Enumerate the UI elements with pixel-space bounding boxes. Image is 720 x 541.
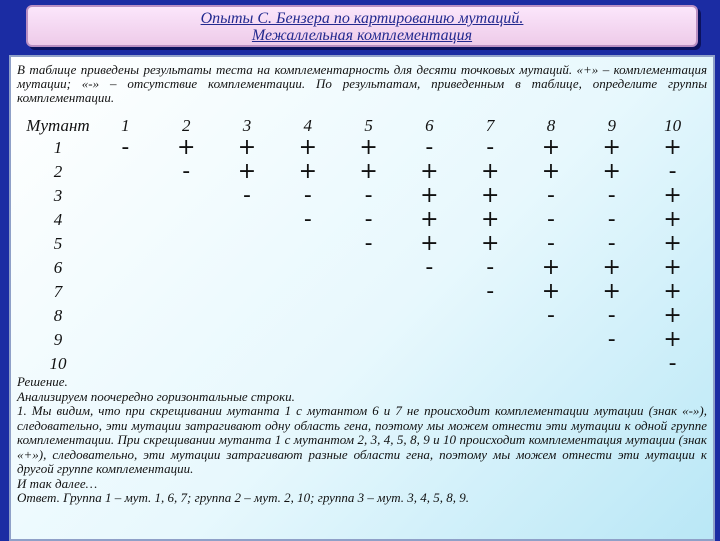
table-cell bbox=[95, 160, 156, 184]
table-row bbox=[21, 184, 703, 208]
table-cell: + bbox=[480, 207, 500, 232]
table-cell bbox=[156, 208, 217, 232]
table-cell bbox=[399, 352, 460, 376]
table-cell: + bbox=[420, 183, 439, 208]
column-header: 8 bbox=[546, 116, 556, 135]
table-cell bbox=[156, 184, 217, 208]
table-row bbox=[21, 136, 703, 160]
row-label: 5 bbox=[53, 234, 63, 253]
complementation-table bbox=[21, 116, 703, 376]
table-cell: + bbox=[663, 231, 682, 256]
table-cell bbox=[95, 232, 156, 256]
title-banner bbox=[26, 5, 698, 47]
column-header: 2 bbox=[181, 116, 191, 135]
table-cell bbox=[277, 328, 338, 352]
table-cell bbox=[277, 256, 338, 280]
table-cell: - bbox=[547, 303, 555, 328]
table-cell bbox=[217, 208, 278, 232]
table-body bbox=[21, 136, 703, 376]
table-cell: - bbox=[121, 135, 130, 160]
column-header: 5 bbox=[364, 116, 373, 135]
table-cell: - bbox=[547, 231, 555, 256]
table-cell: - bbox=[607, 231, 616, 256]
table-cell: + bbox=[298, 159, 317, 184]
table-cell: - bbox=[243, 183, 251, 208]
table-cell bbox=[95, 208, 156, 232]
table-cell: + bbox=[420, 159, 439, 184]
table-cell bbox=[156, 280, 217, 304]
table-cell: - bbox=[486, 255, 495, 280]
column-header: 4 bbox=[303, 116, 313, 135]
table-header-row bbox=[21, 116, 703, 136]
table-cell bbox=[338, 328, 399, 352]
table-cell: + bbox=[602, 159, 621, 184]
table-cell: + bbox=[176, 135, 196, 160]
table-cell: - bbox=[182, 159, 191, 184]
table-cell bbox=[277, 280, 338, 304]
table-cell: - bbox=[668, 351, 677, 376]
table-cell: + bbox=[541, 135, 561, 160]
table-cell bbox=[156, 232, 217, 256]
table-cell: - bbox=[607, 303, 616, 328]
table-cell: + bbox=[480, 231, 500, 256]
table-cell: + bbox=[663, 255, 682, 280]
table-cell: + bbox=[541, 279, 561, 304]
table-cell: + bbox=[663, 183, 682, 208]
row-label: 4 bbox=[53, 210, 63, 229]
table-cell: - bbox=[486, 279, 495, 304]
table-cell: + bbox=[663, 135, 682, 160]
column-header: 1 bbox=[121, 116, 130, 135]
table-cell bbox=[277, 352, 338, 376]
table-cell bbox=[399, 328, 460, 352]
table-cell bbox=[338, 352, 399, 376]
title-line-1: Опыты С. Бензера по картированию мутаций. bbox=[200, 10, 524, 27]
table-cell bbox=[95, 328, 156, 352]
table-cell bbox=[156, 304, 217, 328]
table-cell: + bbox=[420, 207, 439, 232]
table-cell: - bbox=[364, 231, 373, 256]
table-cell: - bbox=[607, 327, 616, 352]
table-cell bbox=[399, 304, 460, 328]
solution-block bbox=[17, 375, 707, 506]
table-row bbox=[21, 208, 703, 232]
row-label: 3 bbox=[53, 186, 63, 205]
table-cell bbox=[217, 280, 278, 304]
table-cell bbox=[521, 352, 582, 376]
table-cell: + bbox=[480, 183, 500, 208]
table-cell: + bbox=[602, 135, 621, 160]
table-row bbox=[21, 256, 703, 280]
table-cell: - bbox=[303, 207, 312, 232]
table-cell bbox=[277, 304, 338, 328]
table-cell bbox=[277, 232, 338, 256]
table-cell: + bbox=[420, 231, 439, 256]
solution-next: И так далее… bbox=[17, 475, 98, 491]
solution-paragraph: 1. Мы видим, что при скрещивании мутанта 1 с мутантом 6 и 7 не происходит комплементации мутации (знак «-»), следовательно, эти мутации затрагивают одну область гена, поэтому мы можем отнести эти мутации к одной группе комплементации. При скрещивании мутанта 1 с мутантом 2, 3, 4, 5, 8, 9 и 10 происходит комплементация мутации (знак «+»), следовательно, эти мутации затрагивают разные области гена, поэтому мы можем отнести эти мутации к другой группе комплементации. bbox=[17, 403, 707, 476]
table-cell bbox=[399, 280, 460, 304]
table-cell: + bbox=[237, 159, 257, 184]
row-label: 10 bbox=[49, 354, 67, 373]
table-cell: - bbox=[364, 183, 373, 208]
table-row bbox=[21, 352, 703, 376]
table-cell: + bbox=[602, 279, 621, 304]
column-header: 6 bbox=[425, 116, 434, 135]
table-cell: + bbox=[602, 255, 621, 280]
table-cell bbox=[95, 256, 156, 280]
table-cell bbox=[95, 352, 156, 376]
row-label: 2 bbox=[53, 162, 63, 181]
intro-text: В таблице приведены результаты теста на комплементарность для десяти точковых мутаций. «+» – комплементация мутации; «-» – отсутствие комплементации. По результатам, приведенным в таблице, определите группы комплементации. bbox=[17, 62, 707, 105]
table-cell bbox=[460, 304, 521, 328]
table-cell: - bbox=[607, 207, 616, 232]
table-cell: + bbox=[663, 303, 682, 328]
table-cell bbox=[156, 256, 217, 280]
row-label: 8 bbox=[53, 306, 63, 325]
table-cell bbox=[95, 184, 156, 208]
corner-label: Мутант bbox=[26, 116, 90, 135]
column-header: 7 bbox=[485, 116, 495, 135]
table-cell bbox=[217, 328, 278, 352]
row-label: 7 bbox=[53, 282, 63, 301]
table-cell: + bbox=[359, 135, 378, 160]
table-cell bbox=[338, 280, 399, 304]
table-cell: + bbox=[480, 159, 500, 184]
table-cell bbox=[156, 352, 217, 376]
solution-answer: Ответ. Группа 1 – мут. 1, 6, 7; группа 2 – мут. 2, 10; группа 3 – мут. 3, 4, 5, 8, 9. bbox=[17, 490, 470, 505]
table-cell: - bbox=[425, 255, 434, 280]
table-cell: + bbox=[663, 279, 682, 304]
table-cell: + bbox=[298, 135, 317, 160]
row-label: 9 bbox=[53, 330, 63, 349]
table-row bbox=[21, 304, 703, 328]
table-row bbox=[21, 232, 703, 256]
title-line-2: Межаллельная комплементация bbox=[251, 27, 473, 44]
table-cell bbox=[460, 352, 521, 376]
table-cell: + bbox=[663, 207, 682, 232]
solution-heading: Решение. bbox=[17, 374, 68, 389]
content-panel bbox=[9, 55, 715, 541]
table-cell: - bbox=[607, 183, 616, 208]
table-cell: + bbox=[541, 255, 561, 280]
table-cell: - bbox=[547, 207, 555, 232]
table-cell: - bbox=[668, 159, 677, 184]
table-cell: - bbox=[547, 183, 555, 208]
table-cell bbox=[338, 256, 399, 280]
table-cell bbox=[95, 304, 156, 328]
solution-line-1: Анализируем поочередно горизонтальные строки. bbox=[17, 388, 295, 404]
row-label: 1 bbox=[53, 138, 63, 157]
table-cell bbox=[521, 328, 582, 352]
column-header: 10 bbox=[664, 116, 682, 135]
table-cell: - bbox=[425, 135, 434, 160]
table-cell: + bbox=[663, 327, 682, 352]
table-cell bbox=[338, 304, 399, 328]
column-header: 3 bbox=[242, 116, 252, 135]
table-cell bbox=[156, 328, 217, 352]
table-cell bbox=[217, 304, 278, 328]
table-row bbox=[21, 160, 703, 184]
table-cell: + bbox=[237, 135, 257, 160]
table-row bbox=[21, 328, 703, 352]
table-cell bbox=[581, 352, 642, 376]
table-row bbox=[21, 280, 703, 304]
table-cell bbox=[217, 256, 278, 280]
table-cell: + bbox=[359, 159, 378, 184]
row-label: 6 bbox=[53, 258, 63, 277]
table-cell bbox=[217, 352, 278, 376]
table-cell bbox=[95, 280, 156, 304]
table-cell: - bbox=[303, 183, 312, 208]
table-cell: - bbox=[364, 207, 373, 232]
table-cell bbox=[460, 328, 521, 352]
table-cell bbox=[217, 232, 278, 256]
table-cell: + bbox=[541, 159, 561, 184]
column-header: 9 bbox=[607, 116, 617, 135]
table-cell: - bbox=[486, 135, 495, 160]
